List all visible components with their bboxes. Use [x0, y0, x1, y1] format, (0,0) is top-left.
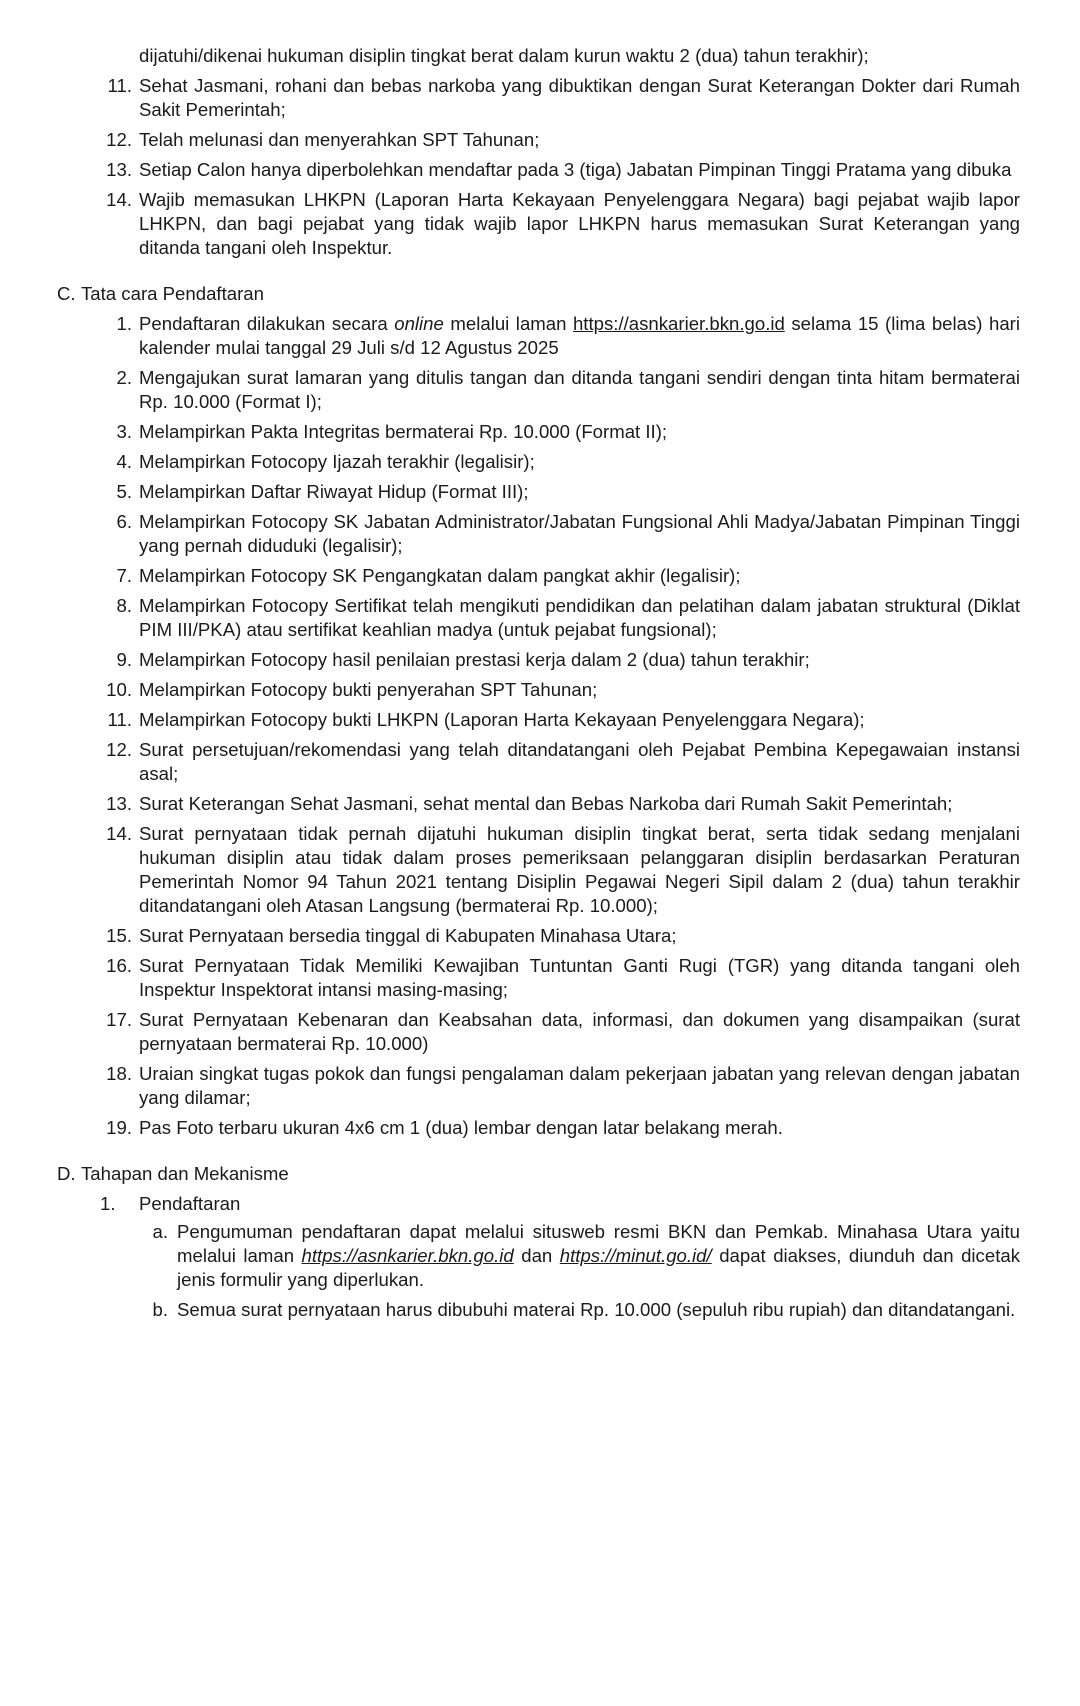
item-text: Pas Foto terbaru ukuran 4x6 cm 1 (dua) lembar dengan latar belakang merah. [139, 1117, 783, 1138]
subsection-heading [0, 1192, 1020, 1216]
item-text: Surat pernyataan tidak pernah dijatuhi hukuman disiplin tingkat berat, serta tidak sedang menjalani hukuman disiplin atau tidak dalam proses pemeriksaan pelanggaran disiplin berdasarkan Peraturan Pemerintah Nomor 94 Tahun 2021 tentang Disiplin Pegawai Negeri Sipil dalam 2 (dua) tahun terakhir ditandatangani oleh Atasan Langsung (bermaterai Rp. 10.000); [139, 823, 1020, 916]
list-item [0, 924, 1020, 948]
section-c-list [0, 312, 1020, 1140]
item-text: Sehat Jasmani, rohani dan bebas narkoba yang dibuktikan dengan Surat Keterangan Dokter dari Rumah Sakit Pemerintah; [139, 75, 1020, 120]
section-c-heading [0, 282, 1020, 306]
item-text: Melampirkan Fotocopy Sertifikat telah mengikuti pendidikan dan pelatihan dalam jabatan struktural (Diklat PIM III/PKA) atau sertifikat keahlian madya (untuk pejabat fungsional); [139, 595, 1020, 640]
section-d-heading [0, 1162, 1020, 1186]
list-item [0, 822, 1020, 918]
minut-link[interactable]: https://minut.go.id/ [559, 1245, 712, 1266]
list-item [0, 188, 1020, 260]
list-item [0, 1062, 1020, 1110]
asnkarier-link[interactable]: https://asnkarier.bkn.go.id [301, 1245, 514, 1266]
item-text: Semua surat pernyataan harus dibubuhi materai Rp. 10.000 (sepuluh ribu rupiah) dan ditandatangani. [177, 1299, 1016, 1320]
item-number: 15. [106, 925, 132, 946]
list-item [0, 1220, 1020, 1292]
item-text: Wajib memasukan LHKPN (Laporan Harta Kekayaan Penyelenggara Negara) bagi pejabat wajib lapor LHKPN, dan bagi pejabat yang tidak wajib lapor LHKPN harus memasukan Surat Keterangan yang ditanda tangani oleh Inspektur. [139, 189, 1020, 258]
item-number: 13. [106, 159, 132, 180]
item-text-part: melalui laman [443, 313, 573, 334]
item-text: Setiap Calon hanya diperbolehkan mendaftar pada 3 (tiga) Jabatan Pimpinan Tinggi Pratama yang dibuka [139, 159, 1012, 180]
item-number: 9. [116, 649, 132, 670]
item-number: 3. [116, 421, 132, 442]
subsection-number: 1. [100, 1193, 116, 1214]
list-item [0, 708, 1020, 732]
list-item [0, 1298, 1020, 1322]
item-number: 11. [107, 75, 132, 96]
item-number: 13. [106, 793, 132, 814]
item-number: 10. [106, 679, 132, 700]
item-text: Surat Pernyataan Tidak Memiliki Kewajiban Tuntuntan Ganti Rugi (TGR) yang ditanda tangani oleh Inspektur Inspektorat intansi masing-masing; [139, 955, 1020, 1000]
item-text: Melampirkan Fotocopy bukti LHKPN (Laporan Harta Kekayaan Penyelenggara Negara); [139, 709, 865, 730]
item-letter: a. [152, 1221, 168, 1242]
item-text: Surat persetujuan/rekomendasi yang telah ditandatangani oleh Pejabat Pembina Kepegawaian instansi asal; [139, 739, 1020, 784]
list-item [0, 312, 1020, 360]
continuation-text: dijatuhi/dikenai hukuman disiplin tingkat berat dalam kurun waktu 2 (dua) tahun terakhir); [139, 45, 869, 66]
item-number: 17. [106, 1009, 132, 1030]
item-text: Surat Keterangan Sehat Jasmani, sehat mental dan Bebas Narkoba dari Rumah Sakit Pemerintah; [139, 793, 953, 814]
list-item [0, 954, 1020, 1002]
list-item [0, 648, 1020, 672]
list-item [0, 1116, 1020, 1140]
item-text: Telah melunasi dan menyerahkan SPT Tahunan; [139, 129, 540, 150]
item-text-italic: online [394, 313, 444, 334]
section-b-list [0, 74, 1020, 260]
list-item [0, 420, 1020, 444]
item-text: Melampirkan Fotocopy hasil penilaian prestasi kerja dalam 2 (dua) tahun terakhir; [139, 649, 810, 670]
item-number: 11. [107, 709, 132, 730]
list-item [0, 450, 1020, 474]
item-text-part: Pendaftaran dilakukan secara [139, 313, 395, 334]
section-letter: D. [57, 1163, 76, 1184]
item-number: 16. [106, 955, 132, 976]
asnkarier-link[interactable]: https://asnkarier.bkn.go.id [572, 313, 785, 334]
list-item [0, 738, 1020, 786]
item-text-part: selama 15 (lima belas) hari kalender mulai tanggal 29 Juli s/d 12 Agustus 2025 [139, 313, 1020, 358]
item-number: 6. [116, 511, 132, 532]
item-number: 12. [106, 129, 132, 150]
section-title: Tata cara Pendaftaran [81, 283, 264, 304]
section-title: Tahapan dan Mekanisme [81, 1163, 289, 1184]
list-item [0, 594, 1020, 642]
subsection-title: Pendaftaran [139, 1193, 241, 1214]
item-number: 19. [106, 1117, 132, 1138]
item-text: Mengajukan surat lamaran yang ditulis tangan dan ditanda tangani sendiri dengan tinta hitam bermaterai Rp. 10.000 (Format I); [139, 367, 1020, 412]
item-text: Melampirkan Fotocopy bukti penyerahan SPT Tahunan; [139, 679, 598, 700]
item-text: Surat Pernyataan Kebenaran dan Keabsahan data, informasi, dan dokumen yang disampaikan (surat pernyataan bermaterai Rp. 10.000) [139, 1009, 1020, 1054]
list-item [0, 158, 1020, 182]
item-text-part: Pengumuman pendaftaran dapat melalui situsweb resmi BKN dan Pemkab. Minahasa Utara yaitu melalui laman [177, 1221, 1020, 1266]
item-number: 18. [106, 1063, 132, 1084]
list-item [0, 366, 1020, 414]
item-number: 7. [116, 565, 132, 586]
item-text: Surat Pernyataan bersedia tinggal di Kabupaten Minahasa Utara; [139, 925, 677, 946]
item-number: 2. [116, 367, 132, 388]
item-text: Melampirkan Pakta Integritas bermaterai Rp. 10.000 (Format II); [139, 421, 668, 442]
section-letter: C. [57, 283, 76, 304]
item-number: 8. [116, 595, 132, 616]
item-letter: b. [152, 1299, 168, 1320]
item-text: Uraian singkat tugas pokok dan fungsi pengalaman dalam pekerjaan jabatan yang relevan dengan jabatan yang dilamar; [139, 1063, 1020, 1108]
item-number: 14. [106, 823, 132, 844]
list-item [0, 510, 1020, 558]
list-item [0, 74, 1020, 122]
list-item [0, 792, 1020, 816]
item-text-part: dan [513, 1245, 560, 1266]
list-item [0, 564, 1020, 588]
item-number: 12. [106, 739, 132, 760]
list-item [0, 678, 1020, 702]
item-text-part: dapat diakses, diunduh dan dicetak jenis formulir yang diperlukan. [177, 1245, 1020, 1290]
item-number: 4. [116, 451, 132, 472]
item-text: Melampirkan Fotocopy SK Pengangkatan dalam pangkat akhir (legalisir); [139, 565, 741, 586]
list-item [0, 128, 1020, 152]
item-number: 1. [116, 313, 132, 334]
list-item [0, 1008, 1020, 1056]
item-number: 14. [106, 189, 132, 210]
item-number: 5. [116, 481, 132, 502]
item-text: Melampirkan Fotocopy SK Jabatan Administrator/Jabatan Fungsional Ahli Madya/Jabatan Pimpinan Tinggi yang pernah diduduki (legalisir); [139, 511, 1020, 556]
item-text: Melampirkan Fotocopy Ijazah terakhir (legalisir); [139, 451, 535, 472]
list-item [0, 480, 1020, 504]
item-text: Melampirkan Daftar Riwayat Hidup (Format III); [139, 481, 529, 502]
